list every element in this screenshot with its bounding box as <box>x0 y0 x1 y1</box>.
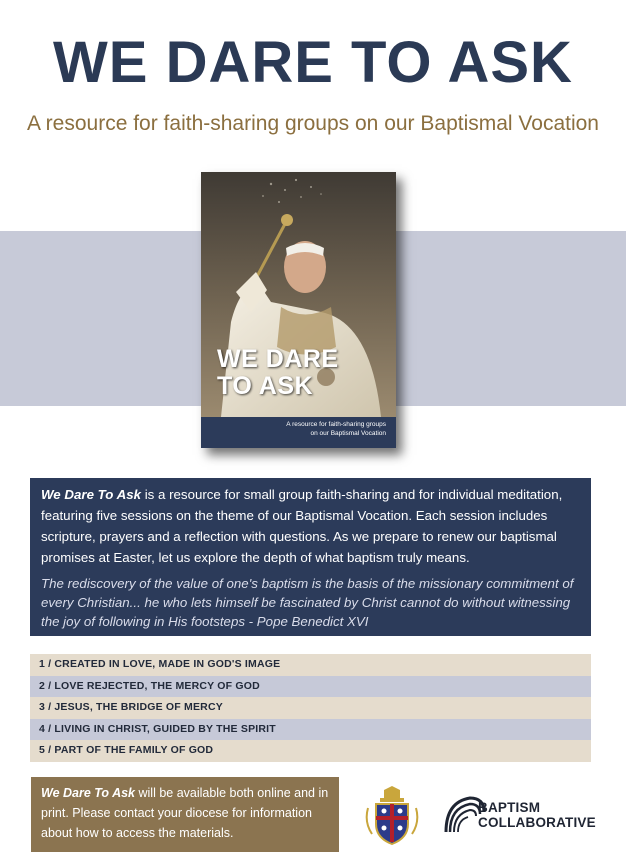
session-item: 5 / PART OF THE FAMILY OF GOD <box>30 740 591 762</box>
description-text <box>41 484 581 568</box>
description-emphasis: We Dare To Ask <box>41 487 142 502</box>
availability-emphasis: We Dare To Ask <box>41 786 136 800</box>
session-item: 4 / LIVING IN CHRIST, GUIDED BY THE SPIRIT <box>30 719 591 741</box>
availability-box <box>31 777 339 852</box>
diocese-crest-icon <box>364 786 420 846</box>
description-box <box>30 478 591 636</box>
pope-quote: The rediscovery of the value of one's baptism is the basis of the missionary commitment of every Christian... he who lets himself be fascinated by Christ cannot do without witnessing the joy of following in His footsteps - Pope Benedict XVI <box>41 576 574 629</box>
session-item: 3 / JESUS, THE BRIDGE OF MERCY <box>30 697 591 719</box>
book-cover-strip <box>201 417 396 448</box>
session-list <box>30 654 591 762</box>
baptism-collaborative-wordmark: BAPTISM COLLABORATIVE <box>478 800 596 830</box>
page-title: WE DARE TO ASK <box>53 30 573 95</box>
session-item: 1 / CREATED IN LOVE, MADE IN GOD'S IMAGE <box>30 654 591 676</box>
book-cover-title: WE DARE TO ASK <box>217 345 339 400</box>
book-cover <box>201 172 396 448</box>
page-subtitle: A resource for faith-sharing groups on our Baptismal Vocation <box>27 112 599 135</box>
description-body: is a resource for small group faith-sharing and for individual meditation, featuring five sessions on the theme of our Baptismal Vocation. Each session includes scripture, prayers and a reflection with questions. As we prepare to renew our baptismal promises at Easter, let us explore the depth of what baptism truly means. <box>41 487 563 565</box>
book-cover-subtitle: A resource for faith-sharing groups on our Baptismal Vocation <box>286 421 386 437</box>
session-item: 2 / LOVE REJECTED, THE MERCY OF GOD <box>30 676 591 698</box>
availability-body: will be available both online and in print. Please contact your diocese for information about how to access the materials. <box>41 786 329 840</box>
